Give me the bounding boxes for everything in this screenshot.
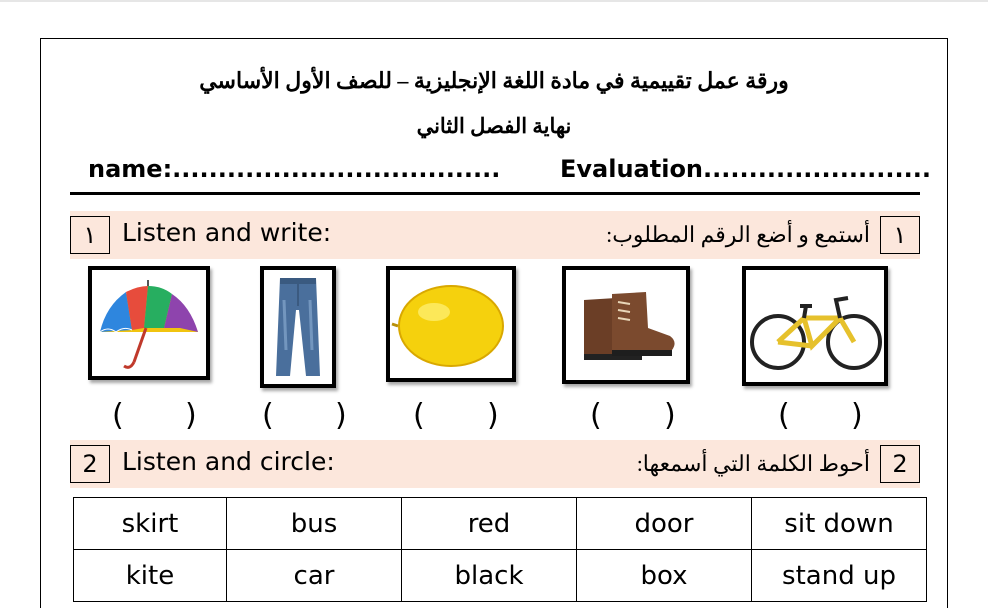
paren-close: ) — [185, 398, 197, 433]
evaluation-dots: ......................... — [703, 155, 931, 183]
paren-close: ) — [487, 398, 499, 433]
paren-close: ) — [851, 398, 863, 433]
bicycle-icon — [746, 270, 884, 382]
paren-close: ) — [335, 398, 347, 433]
top-border — [0, 0, 988, 2]
umbrella-icon — [92, 270, 206, 376]
paren-open: ( — [778, 398, 790, 433]
evaluation-label: Evaluation — [560, 155, 704, 183]
worksheet-title: ورقة عمل تقييمية في مادة اللغة الإنجليزية – للصف الأول الأساسي — [199, 68, 789, 93]
paren-open: ( — [590, 398, 602, 433]
umbrella-picture — [88, 266, 210, 380]
section2-instruction-ar: أحوط الكلمة التي أسمعها: — [636, 451, 870, 476]
word-cell[interactable]: skirt — [74, 498, 227, 550]
word-cell[interactable]: box — [577, 550, 752, 602]
paren-open: ( — [262, 398, 274, 433]
name-dots: .................................... — [172, 155, 501, 183]
word-cell[interactable]: kite — [74, 550, 227, 602]
word-cell[interactable]: car — [227, 550, 402, 602]
word-cell[interactable]: red — [402, 498, 577, 550]
name-label: name: — [88, 155, 173, 183]
table-row — [74, 498, 927, 550]
worksheet-subtitle: نهاية الفصل الثاني — [416, 114, 572, 138]
section2-instruction-en: Listen and circle: — [122, 447, 335, 476]
lemon-picture — [386, 266, 516, 382]
jeans-icon — [264, 270, 332, 384]
section2-header — [70, 440, 920, 488]
word-cell[interactable]: bus — [227, 498, 402, 550]
paren-open: ( — [112, 398, 124, 433]
lemon-icon — [390, 270, 512, 378]
boots-picture — [562, 266, 690, 384]
word-cell[interactable]: black — [402, 550, 577, 602]
section2-number-box-right: 2 — [880, 445, 920, 483]
paren-open: ( — [413, 398, 425, 433]
section1-number-box-left: ١ — [70, 216, 110, 254]
word-cell[interactable]: door — [577, 498, 752, 550]
section2-number-box-left: 2 — [70, 445, 110, 483]
paren-close: ) — [664, 398, 676, 433]
table-row — [74, 550, 927, 602]
word-table — [73, 497, 927, 602]
word-cell[interactable]: sit down — [752, 498, 927, 550]
header-divider — [70, 192, 920, 195]
section1-header — [70, 211, 920, 259]
section1-number-box-right: ١ — [880, 216, 920, 254]
section1-instruction-en: Listen and write: — [122, 218, 332, 247]
bicycle-picture — [742, 266, 888, 386]
word-cell[interactable]: stand up — [752, 550, 927, 602]
name-field[interactable] — [88, 155, 500, 183]
boots-icon — [566, 270, 686, 380]
section1-instruction-ar: أستمع و أضع الرقم المطلوب: — [606, 222, 870, 247]
evaluation-field[interactable] — [560, 155, 931, 183]
jeans-picture — [260, 266, 336, 388]
